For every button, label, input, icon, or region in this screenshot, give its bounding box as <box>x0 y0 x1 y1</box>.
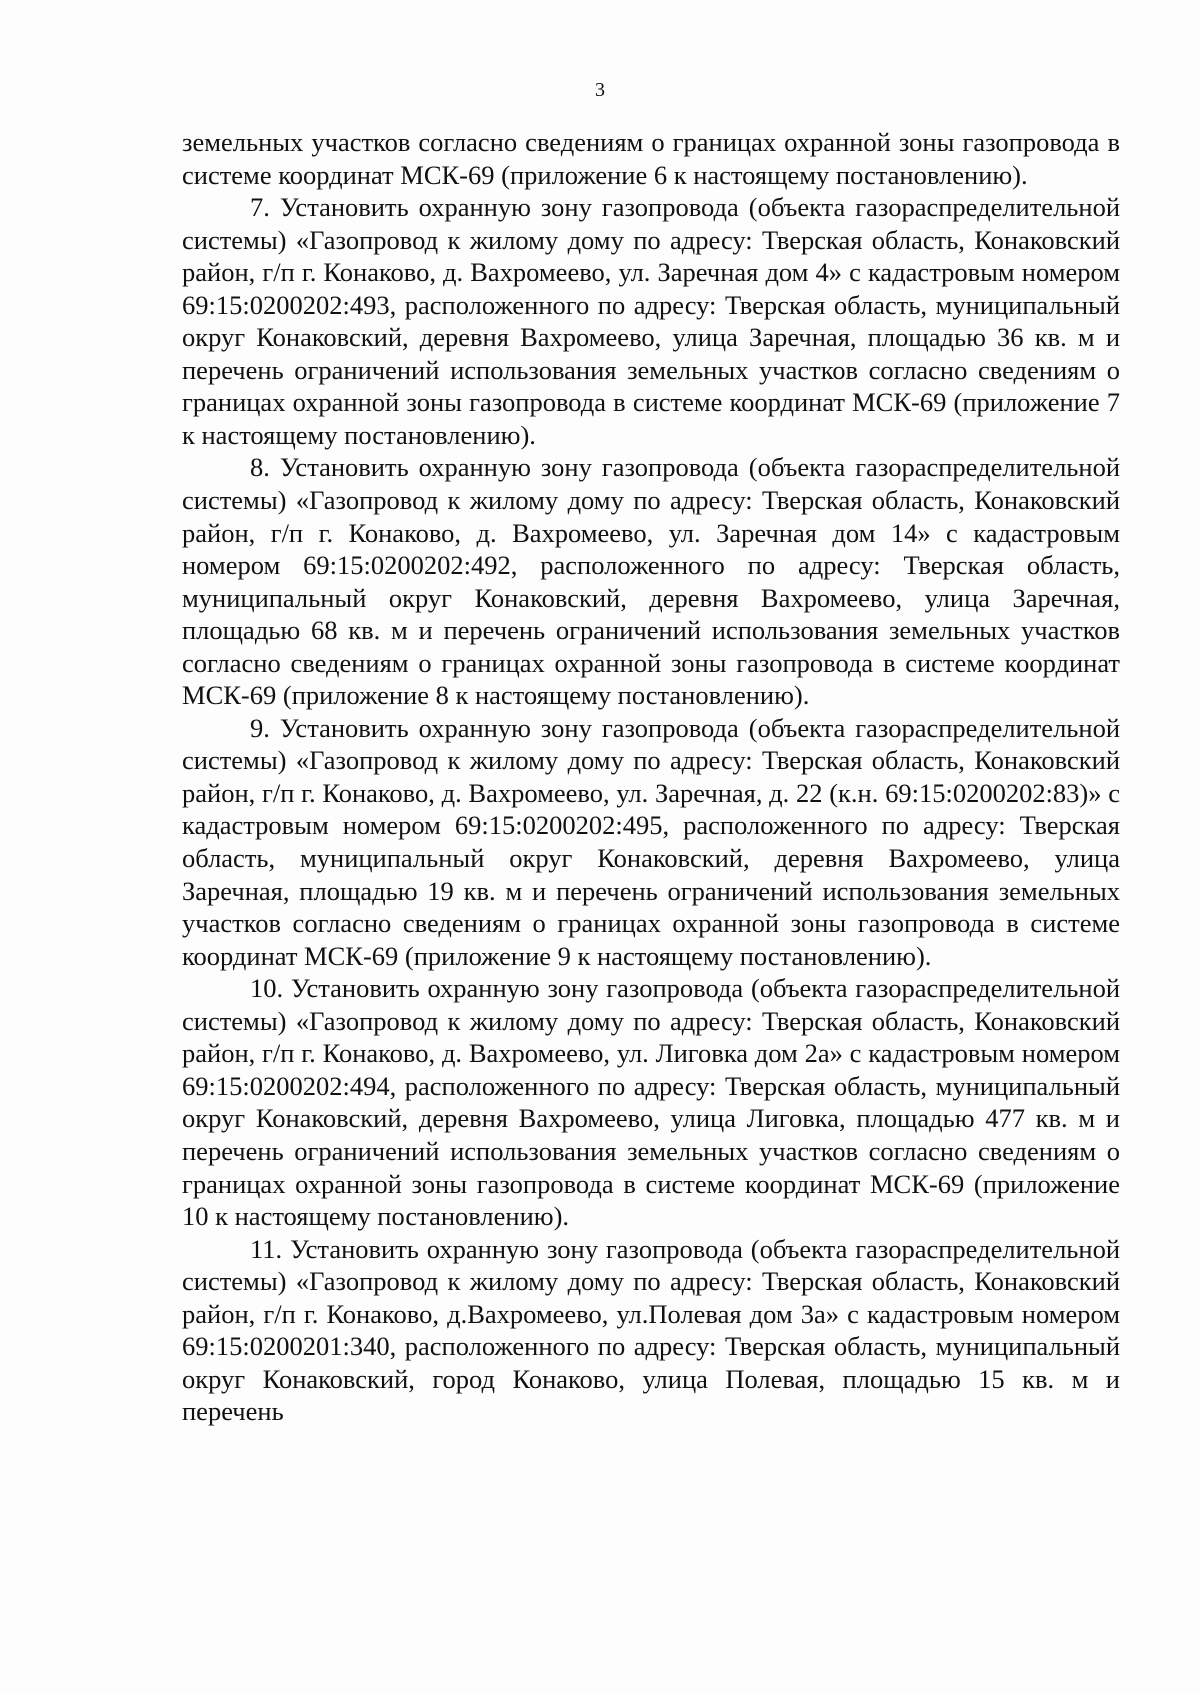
document-body <box>182 126 1120 1428</box>
paragraph-item-10: 10. Установить охранную зону газопровода (объекта газораспределительной системы) «Газопровод к жилому дому по адресу: Тверская область, Конаковский район, г/п г. Конаково, д. Вахромеево, ул. Лиговка дом 2а» с кадастровым номером 69:15:0200202:494, расположенного по адресу: Тверская область, муниципальный округ Конаковский, деревня Вахромеево, улица Лиговка, площадью 477 кв. м и перечень ограничений использования земельных участков согласно сведениям о границах охранной зоны газопровода в системе координат МСК-69 (приложение 10 к настоящему постановлению). <box>182 973 1120 1232</box>
paragraph-item-8: 8. Установить охранную зону газопровода (объекта газораспределительной системы) «Газопровод к жилому дому по адресу: Тверская область, Конаковский район, г/п г. Конаково, д. Вахромеево, ул. Заречная дом 14» с кадастровым номером 69:15:0200202:492, расположенного по адресу: Тверская область, муниципальный округ Конаковский, деревня Вахромеево, улица Заречная, площадью 68 кв. м и перечень ограничений использования земельных участков согласно сведениям о границах охранной зоны газопровода в системе координат МСК-69 (приложение 8 к настоящему постановлению). <box>182 452 1120 711</box>
paragraph-item-7: 7. Установить охранную зону газопровода (объекта газораспределительной системы) «Газопровод к жилому дому по адресу: Тверская область, Конаковский район, г/п г. Конаково, д. Вахромеево, ул. Заречная дом 4» с кадастровым номером 69:15:0200202:493, расположенного по адресу: Тверская область, муниципальный округ Конаковский, деревня Вахромеево, улица Заречная, площадью 36 кв. м и перечень ограничений использования земельных участков согласно сведениям о границах охранной зоны газопровода в системе координат МСК-69 (приложение 7 к настоящему постановлению). <box>182 192 1120 450</box>
paragraph-item-9: 9. Установить охранную зону газопровода (объекта газораспределительной системы) «Газопровод к жилому дому по адресу: Тверская область, Конаковский район, г/п г. Конаково, д. Вахромеево, ул. Заречная, д. 22 (к.н. 69:15:0200202:83)» с кадастровым номером 69:15:0200202:495, расположенного по адресу: Тверская область, муниципальный округ Конаковский, деревня Вахромеево, улица Заречная, площадью 19 кв. м и перечень ограничений использования земельных участков согласно сведениям о границах охранной зоны газопровода в системе координат МСК-69 (приложение 9 к настоящему постановлению). <box>182 712 1120 971</box>
paragraph-item-11: 11. Установить охранную зону газопровода (объекта газораспределительной системы) «Газопровод к жилому дому по адресу: Тверская область, Конаковский район, г/п г. Конаково, д.Вахромеево, ул.Полевая дом 3а» с кадастровым номером 69:15:0200201:340, расположенного по адресу: Тверская область, муниципальный округ Конаковский, город Конаково, улица Полевая, площадью 15 кв. м и перечень <box>182 1233 1120 1427</box>
page-number: 3 <box>595 79 605 101</box>
paragraph-continuation: земельных участков согласно сведениям о границах охранной зоны газопровода в системе координат МСК-69 (приложение 6 к настоящему постановлению). <box>182 127 1120 190</box>
